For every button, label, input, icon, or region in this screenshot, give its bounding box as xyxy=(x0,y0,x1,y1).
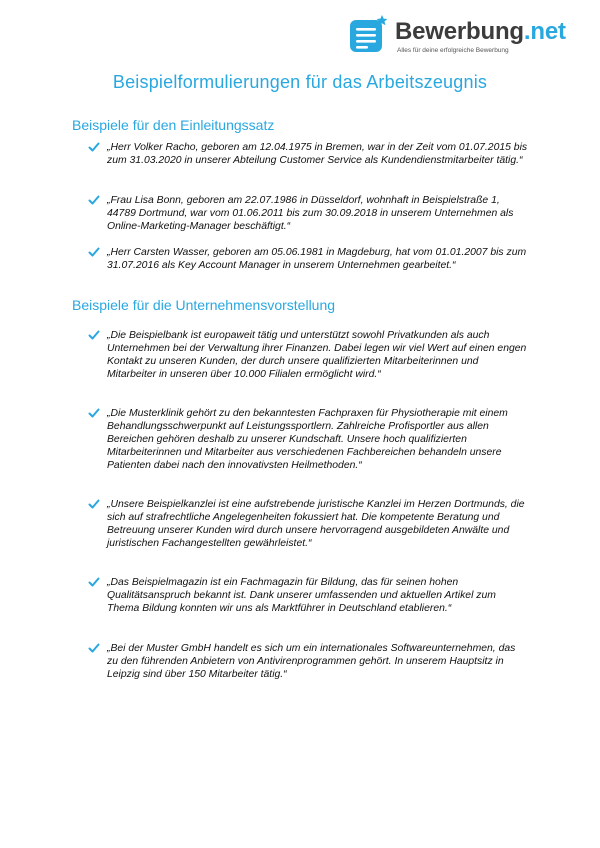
checkmark-icon xyxy=(88,498,100,510)
quote-text: „Das Beispielmagazin ist ein Fachmagazin für Bildung, das für seinen hohen Qualitätsanspruch bekannt ist. Dank unserer umfassenden und aktuellen Artikel zum Thema Bildung konnten wir uns als Marktführer in Deutschland etablieren.“ xyxy=(107,577,496,614)
quote-text: „Herr Carsten Wasser, geboren am 05.06.1981 in Magdeburg, hat vom 01.01.2007 bis zum 31.07.2016 als Key Account Manager in unserem Unternehmen gearbeitet.“ xyxy=(107,247,527,271)
checkmark-icon xyxy=(88,576,100,588)
checkmark-icon xyxy=(88,246,100,258)
quote-text: „Unsere Beispielkanzlei ist eine aufstrebende juristische Kanzlei im Herzen Dortmunds, die sich auf strafrechtliche Angelegenheiten fokussiert hat. Die kompetente Beratung und Betreuung unserer Kunden wird durch unsere hervorragend ausgebildeten Anwälte und juristischen Fachangestellten gewährleistet.“ xyxy=(107,499,525,549)
list-item xyxy=(88,194,528,233)
list-item xyxy=(88,576,528,615)
quote-text: „Herr Volker Racho, geboren am 12.04.1975 in Bremen, war in der Zeit vom 01.07.2015 bis zum 31.03.2020 in unserer Abteilung Customer Service als Kundendienstmitarbeiter tätig.“ xyxy=(107,142,528,166)
checkmark-icon xyxy=(88,194,100,206)
list-item xyxy=(88,141,528,167)
list-item xyxy=(88,407,528,472)
list-item xyxy=(88,642,528,681)
section-heading-intro: Beispiele für den Einleitungssatz xyxy=(72,117,275,133)
list-item xyxy=(88,329,528,381)
quote-text: „Frau Lisa Bonn, geboren am 22.07.1986 in Düsseldorf, wohnhaft in Beispielstraße 1, 44789 Dortmund, war vom 01.06.2011 bis zum 30.09.2018 in unserem Unternehmen als Online-Marketing-Manager beschäftigt.“ xyxy=(107,195,514,232)
quote-text: „Die Beispielbank ist europaweit tätig und unterstützt sowohl Privatkunden als auch Unternehmen bei der Verwaltung ihrer Finanzen. Dabei legen wir viel Wert auf einen engen Kontakt zu unseren Kunden, der durch unsere qualifizierten Mitarbeiterinnen und Mitarbeiter in unseren über 10.000 Filialen ermöglicht wird.“ xyxy=(107,330,527,380)
brand-tagline: Alles für deine erfolgreiche Bewerbung xyxy=(397,47,509,54)
checkmark-icon xyxy=(88,407,100,419)
checkmark-icon xyxy=(88,141,100,153)
brand-name xyxy=(395,20,566,44)
brand-name-accent: .net xyxy=(523,18,566,45)
quote-text: „Bei der Muster GmbH handelt es sich um ein internationales Softwareunternehmen, das zu den führenden Anbietern von Antivirenprogrammen gehört. In unserem Hauptsitz in Leipzig sind über 150 Mitarbeiter tätig.“ xyxy=(107,643,516,680)
checkmark-icon xyxy=(88,642,100,654)
list-item xyxy=(88,498,528,550)
brand-logo xyxy=(350,12,578,58)
quote-text: „Die Musterklinik gehört zu den bekanntesten Fachpraxen für Physiotherapie mit einem Behandlungsschwerpunkt auf Leistungssportlern. Zahlreiche Profisportler aus allen Bereichen gehören deshalb zu unserer Kundschaft. Unsere hoch qualifizierten Mitarbeiterinnen und Mitarbeiter aus verschiedenen Fachbereichen behandeln unsere Patienten dabei nach den innovativsten Heilmethoden.“ xyxy=(107,408,508,471)
list-item xyxy=(88,246,528,272)
checkmark-icon xyxy=(88,329,100,341)
document-logo-icon xyxy=(350,14,390,54)
section-heading-company: Beispiele für die Unternehmensvorstellung xyxy=(72,297,336,313)
brand-name-main: Bewerbung xyxy=(395,18,524,45)
page-title: Beispielformulierungen für das Arbeitszeugnis xyxy=(112,72,488,92)
